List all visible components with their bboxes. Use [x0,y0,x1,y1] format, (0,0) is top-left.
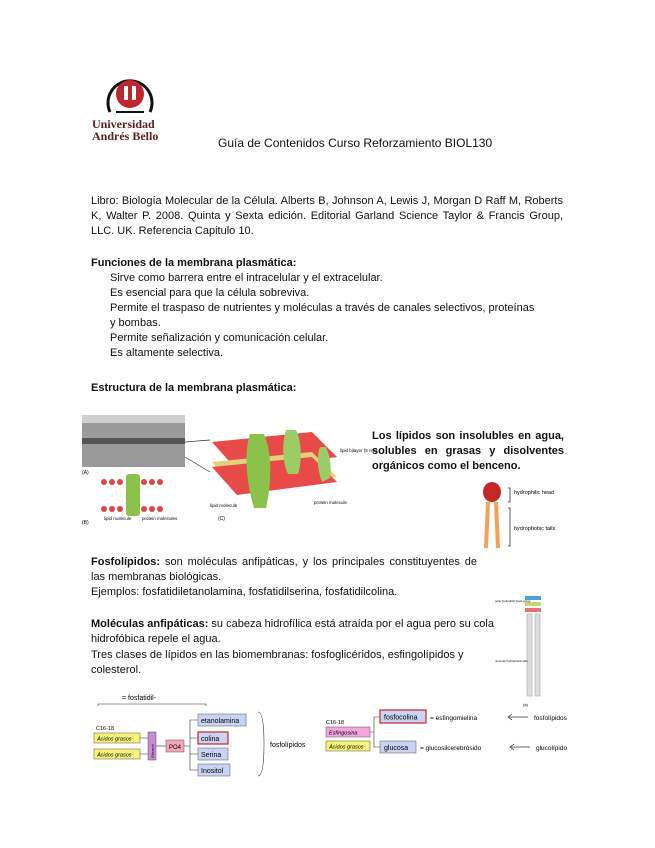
bilayer-schematic [101,474,163,516]
fig-label-b: (B) [82,520,89,526]
equals-esfingomielina: = esfingomielina [430,715,478,722]
label-hydrophilic: hydrophilic head [514,490,555,496]
list-item: y bombas. [110,317,161,329]
list-item: Permite señalización y comunicación celular. [110,332,329,344]
list-item: Es altamente selectiva. [110,347,224,359]
head-etanolamina: etanolamina [201,718,240,725]
list-item: Permite el traspaso de nutrientes y moléculas a través de canales selectivos, proteínas [110,302,535,314]
membrane-figure [82,412,377,530]
fig-label-protein-molecules: protein molecules [142,516,178,521]
structure-heading: Estructura de la membrana plasmática: [91,382,297,394]
phospholipids-text: son moléculas anfipáticas, y los principales constituyentes de las membranas biológicas. [91,556,477,583]
amphipathic-label: Moléculas anfipáticas: [91,618,209,630]
lipid-classes-text: Tres clases de lípidos en las biomembranas: fosfoglicéridos, esfingolípidos y colesterol. [91,649,464,676]
fig-label-lipid-molecule: lipid molecule [104,516,132,521]
fig-label-a: (A) [82,470,89,476]
book-reference: Libro: Biología Molecular de la Célula. Alberts B, Johnson A, Lewis J, Morgan D Raff M, Roberts K, Walter P. 2008. Quinta y Sexta edición. Editorial Garland Science Taylor & Francis Group, LLC. UK. Referencia Capitulo 10. [91,195,563,237]
phospholipids-examples: Ejemplos: fosfatidiletanolamina, fosfatidilserina, fosfatidilcolina. [91,586,398,598]
fatty-acid-right: Ácidos grasos [329,744,364,751]
membrane-3d-model [212,430,337,508]
label-polar-head: polar hydrophilic head group [495,599,531,603]
phosphocholine-label: fosfocolina [384,714,418,722]
lipid-solubility-text: Los lípidos son insolubles en agua, solubles en grasas y disolventes orgánicos como el benceno. [372,430,564,472]
fatty-acid-2: Ácidos grasos [97,752,132,759]
phosphoglyceride-figure [495,592,565,710]
glucose-label: glucosa [384,745,409,752]
phospholipids-label: Fosfolípidos: [91,556,161,568]
university-crest-icon [92,72,172,116]
sphingosine-label: Esfingosina [329,730,358,737]
hydrophobic-tails-icon [486,502,498,548]
result-fosfolipidos: fosfolípidos [270,742,306,749]
result-fosfolipidos-right: fosfolípidos [534,715,567,722]
amphipathic-paragraph [91,617,495,647]
logo-line2: Andrés Bello [92,129,159,143]
page-title: Guía de Contenidos Curso Reforzamiento BIOL130 [218,136,493,150]
glycerol-label: Glicerol [150,744,155,758]
functions-list [110,271,570,361]
logo-line1: Universidad [92,117,155,131]
sphingolipid-diagram [322,705,572,767]
po4-label: PO4 [169,745,182,751]
list-item: Es esencial para que la célula sobreviva. [110,287,310,299]
label-fosfatidil: = fosfatidil- [122,695,157,702]
arrow-left-icon [508,714,528,720]
fig-label-lipid-molecule-c: lipid molecule [210,503,238,508]
amphipathic-text: su cabeza hidrofílica está atraída por el agua pero su cola hidrofóbica repele el agua. [91,618,494,645]
functions-heading: Funciones de la membrana plasmática: [91,257,297,269]
phospholipids-paragraph [91,555,477,585]
label-nonpolar-tails: nonpolar hydrophobic tails [495,659,528,663]
result-glucolipido: glucolípido [536,745,568,752]
head-colina: colina [201,736,220,743]
fatty-acid-1: Ácidos grasos [97,736,132,743]
fig-label-a-small: (a) [523,702,528,707]
arrow-left-icon [510,744,530,750]
logo [92,72,172,146]
label-hydrophobic: hydrophobic tails [514,526,556,532]
fig-label-protein-molecule: protein molecule [314,500,348,505]
phosphoglyceride-diagram [86,692,318,782]
equals-glucosilcerebrosido: = glucosilcerebrósido [420,745,482,752]
label-c16-18-left: C16-18 [96,726,115,732]
hydrophilic-head-icon [483,482,501,502]
head-serina: Serina [201,752,222,759]
fig-label-c: (C) [218,516,225,522]
fig-label-lipid-bilayer: lipid bilayer (5 nm) [340,448,377,453]
head-inositol: Inositol [201,768,224,775]
list-item: Sirve como barrera entre el intracelular y el extracelular. [110,272,383,284]
label-c16-18-right: C16-18 [326,720,345,726]
phospholipid-molecule-figure [478,478,568,550]
